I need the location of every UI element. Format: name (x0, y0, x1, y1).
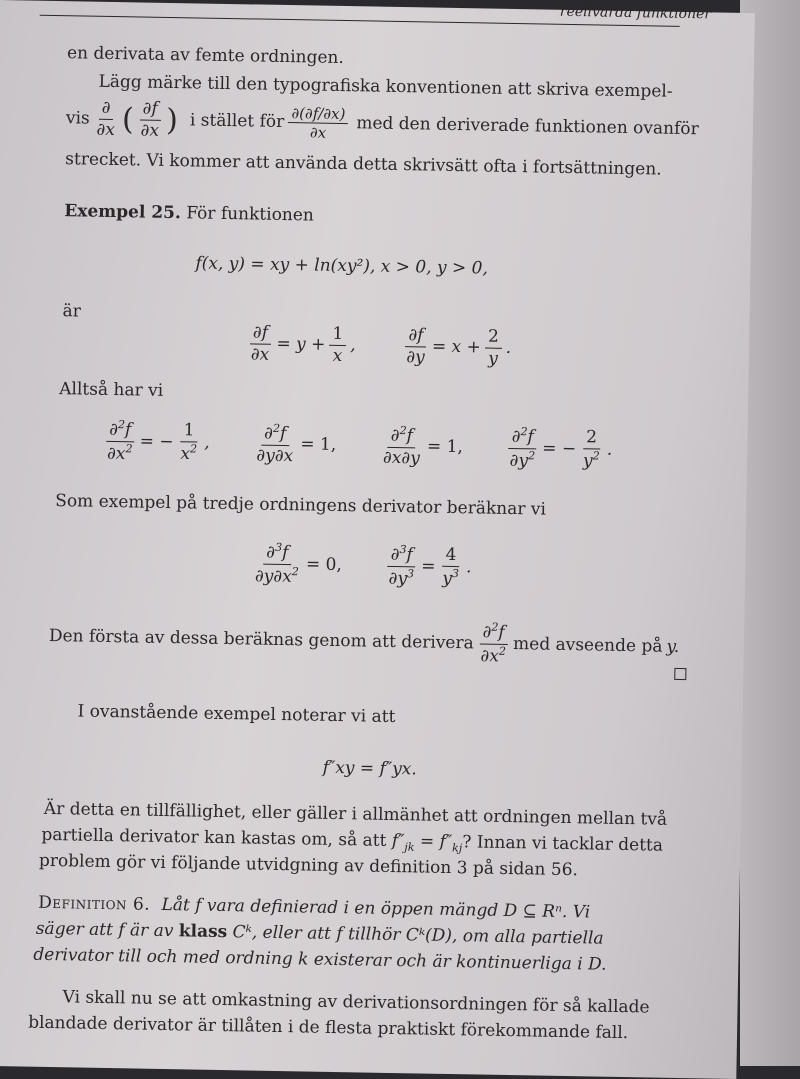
first-of-end: med avseende på (512, 634, 663, 657)
text-first-of (48, 613, 679, 671)
text-line-1: en derivata av femte ordningen. (66, 43, 345, 69)
example-heading (64, 199, 314, 228)
example-label: Exempel 25. (64, 201, 182, 224)
paren-close: ) (165, 102, 179, 138)
definition-line-1-text: Låt f vara definierad i en öppen mängd D ⊆ Rⁿ. Vi (161, 894, 591, 923)
text-third-intro: Som exempel på tredje ordningens derivator beräknar vi (55, 491, 547, 520)
fraction-nested: $\frac{\partial(\partial f/\partial x)}{\partial x}$ (288, 104, 349, 144)
spacer (340, 445, 376, 446)
fraction-d-dx: $\frac{\partial}{\partial x}$ (96, 97, 116, 141)
text-line-3c: med den deriverade funktionen ovanför (356, 113, 699, 140)
text-alltsa: Alltså har vi (59, 379, 164, 401)
fraction-d2f-dx2-inline: $\frac{\partial^2f}{\partial x^2}$ (480, 620, 507, 667)
text-line-2: Lägg märke till den typografiska konventionen att skriva exempel- (98, 71, 673, 102)
paren-open: ( (121, 101, 135, 138)
definition-label: Definition 6. (38, 892, 151, 915)
paragraph-1-line-3: problem gör vi följande utvidgning av definition 3 på sidan 56. (38, 850, 579, 881)
text-observe: I ovanstående exempel noterar vi att (77, 701, 396, 728)
text-line-4: strecket. Vi kommer att använda detta skrivsätt ofta i fortsättningen. (65, 149, 662, 180)
fraction-d2f-dxdy: $\frac{\partial^2f}{\partial x\partial y}$ (382, 423, 420, 469)
last-paragraph-line-2: blandade derivator är tillåten i de flesta praktiskt förekommande fall. (27, 1012, 629, 1044)
spacer (346, 566, 382, 567)
p1-l2-b: ? Innan vi tacklar detta (462, 832, 664, 856)
eq2-a-rhs: = y + (276, 334, 326, 356)
text-line-3b: i stället för (189, 110, 285, 133)
fraction-d3f-dydx2: $\frac{\partial^3f}{\partial y\partial x^2}$ (254, 540, 299, 587)
fraction-df-dx-2: $\frac{\partial f}{\partial x}$ (250, 322, 270, 366)
first-of-text: Den första av dessa beräknas genom att derivera (48, 626, 474, 654)
definition-line-3: derivator till och med ordning k existerar och är kontinuerliga i D. (33, 944, 607, 975)
fraction-2-over-y2: $\frac{2}{y^2}$ (582, 427, 600, 472)
spacer (360, 346, 400, 347)
period: . (505, 338, 512, 359)
eq-sign: = (421, 556, 436, 577)
comma: , (349, 335, 356, 356)
comma: , (204, 432, 210, 453)
fraction-1-over-x: $\frac{1}{x}$ (329, 324, 347, 368)
fraction-2-over-y: $\frac{2}{y}$ (484, 327, 502, 371)
text-line-3a: vis (65, 108, 90, 130)
qed-symbol (674, 668, 686, 680)
equation-first-partials (248, 322, 512, 370)
fraction-df-dy: $\frac{\partial f}{\partial y}$ (406, 325, 425, 368)
last-paragraph-line-1: Vi skall nu se att omkastning av derivationsordningen för så kallade (62, 987, 650, 1018)
def-l2-klass: klass (178, 921, 228, 943)
fraction-d3f-dy3: $\frac{\partial^3f}{\partial y^3}$ (388, 543, 415, 589)
fraction-d2f-dx2: $\frac{\partial^2f}{\partial x^2}$ (106, 418, 133, 464)
inline-fjk-fkj: $f''_{jk} = f''_{kj}$ (391, 830, 463, 855)
eq2-b-rhs: = x + (431, 337, 482, 358)
def-l2-b: Cᵏ, eller att f tillhör Cᵏ(D), om alla partiella (232, 922, 604, 949)
p1-l2-a: partiella derivator kan kastas om, så att (41, 824, 387, 851)
eq-sign: = − (542, 438, 577, 460)
equation-second-partials (104, 418, 613, 474)
text-line-3 (66, 97, 700, 152)
fraction-d2f-dydx: $\frac{\partial^2f}{\partial y\partial x}$ (256, 421, 294, 466)
fraction-d2f-dy2: $\frac{\partial^2f}{\partial y^2}$ (509, 425, 536, 471)
fraction-df-dx: $\frac{\partial f}{\partial x}$ (140, 98, 160, 142)
spacer (467, 448, 503, 449)
spacer (214, 443, 250, 444)
fraction-1-over-x2: $\frac{1}{x^2}$ (180, 420, 198, 465)
example-text: För funktionen (186, 203, 315, 226)
running-head: reellvärda funktioner (559, 3, 712, 23)
eq-sign: = − (139, 431, 174, 453)
fraction-4-over-y3: $\frac{4}{y^3}$ (442, 544, 460, 589)
equation-third-partials (252, 540, 472, 591)
eq-zero: = 0, (305, 554, 343, 576)
period: . (465, 557, 472, 578)
first-of-var: y. (666, 636, 680, 658)
eq-one: = 1, (300, 434, 337, 456)
def-l2-a: säger att f är av (35, 918, 174, 942)
period: . (606, 439, 613, 460)
equation-fxy: f″xy = f″yx. (322, 757, 417, 780)
text-ar: är (62, 301, 82, 322)
equation-function: f(x, y) = xy + ln(xy²), x > 0, y > 0, (195, 253, 489, 279)
paragraph-1-line-1: Är detta en tillfällighet, eller gäller i allmänhet att ordningen mellan två (43, 798, 668, 830)
eq-one: = 1, (426, 436, 464, 458)
